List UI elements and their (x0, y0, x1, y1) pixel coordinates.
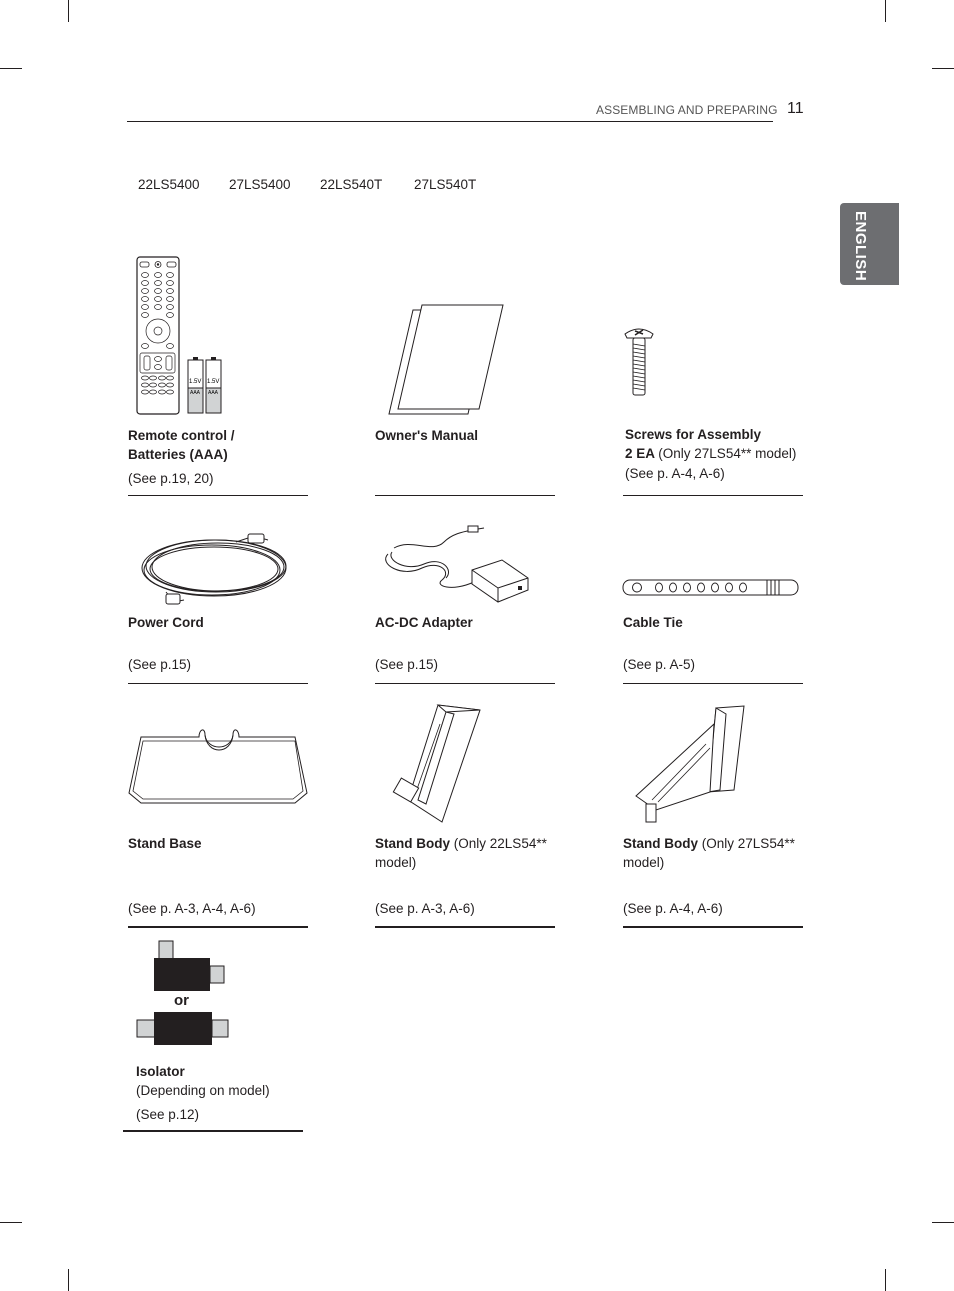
page-reference: (See p.15) (375, 657, 439, 672)
language-tab-label: ENGLISH (852, 211, 869, 282)
page-reference: (See p.15) (128, 657, 192, 672)
item-note: (Only 27LS54** model) (658, 446, 797, 461)
item-name-text: Stand Body (623, 836, 699, 851)
stand-body-27-illustration (630, 704, 748, 834)
item-note: model) (623, 855, 665, 870)
item-name (623, 834, 795, 872)
item-name: AC-DC Adapter (375, 615, 473, 630)
crop-mark (885, 0, 886, 22)
item-name (375, 834, 547, 872)
item-note: (Depending on model) (136, 1083, 270, 1098)
page-reference: (See p. A-4, A-6) (623, 901, 723, 916)
item-name-line: Screws for Assembly (625, 427, 762, 442)
battery-voltage-label: 1.5V (189, 379, 202, 385)
battery-type-label: AAA (208, 390, 219, 396)
stand-base-illustration (127, 729, 309, 805)
crop-mark (885, 1269, 886, 1291)
item-divider (128, 926, 308, 928)
item-name-line: Batteries (AAA) (128, 447, 228, 462)
crop-mark (932, 68, 954, 69)
item-divider (128, 495, 308, 496)
item-name-line: Remote control / (128, 428, 235, 443)
page-number: 11 (787, 100, 804, 117)
power-cord-illustration (136, 530, 292, 608)
item-name-line (623, 834, 795, 853)
remote-control-illustration (136, 256, 226, 416)
model-name: 22LS540T (320, 177, 383, 192)
page-reference: (See p.12) (136, 1107, 200, 1122)
item-name (625, 425, 796, 463)
language-tab (840, 203, 899, 285)
page-reference: (See p. A-3, A-6) (375, 901, 475, 916)
crop-mark (68, 0, 69, 22)
item-name: Isolator (136, 1064, 185, 1079)
crop-mark (932, 1222, 954, 1223)
page-reference: (See p. A-3, A-4, A-6) (128, 901, 256, 916)
battery-voltage-label: 1.5V (207, 379, 220, 385)
ac-dc-adapter-illustration (382, 524, 534, 606)
model-name: 27LS5400 (229, 177, 291, 192)
page-reference: (See p. A-4, A-6) (625, 466, 725, 481)
crop-mark (68, 1269, 69, 1291)
section-title: ASSEMBLING AND PREPARING (596, 103, 778, 117)
model-name: 27LS540T (414, 177, 477, 192)
item-name: Power Cord (128, 615, 204, 630)
battery-type-label: AAA (190, 390, 201, 396)
item-note: (Only 22LS54** (453, 836, 547, 851)
item-divider (123, 1130, 303, 1132)
item-divider (623, 926, 803, 928)
item-divider (375, 683, 555, 684)
item-name (128, 426, 235, 464)
crop-mark (0, 1222, 22, 1223)
cable-tie-illustration (622, 579, 800, 597)
screw-illustration (623, 326, 659, 398)
crop-mark (0, 68, 22, 69)
item-name: Owner's Manual (375, 428, 478, 443)
item-quantity: 2 EA (625, 446, 655, 461)
model-name: 22LS5400 (138, 177, 200, 192)
item-name-text: Stand Body (375, 836, 451, 851)
page-reference: (See p.19, 20) (128, 471, 214, 486)
item-note: (Only 27LS54** (701, 836, 795, 851)
item-name-line (625, 444, 796, 463)
item-divider (375, 926, 555, 928)
owners-manual-illustration (388, 304, 506, 416)
item-divider (375, 495, 555, 496)
header-divider (127, 121, 773, 122)
item-note: model) (375, 855, 417, 870)
stand-body-22-illustration (394, 704, 486, 824)
or-label: or (174, 992, 189, 1009)
item-divider (623, 495, 803, 496)
item-name: Stand Base (128, 836, 202, 851)
item-name: Cable Tie (623, 615, 683, 630)
page-reference: (See p. A-5) (623, 657, 696, 672)
item-divider (623, 683, 803, 684)
item-name-line (375, 834, 547, 853)
item-divider (128, 683, 308, 684)
